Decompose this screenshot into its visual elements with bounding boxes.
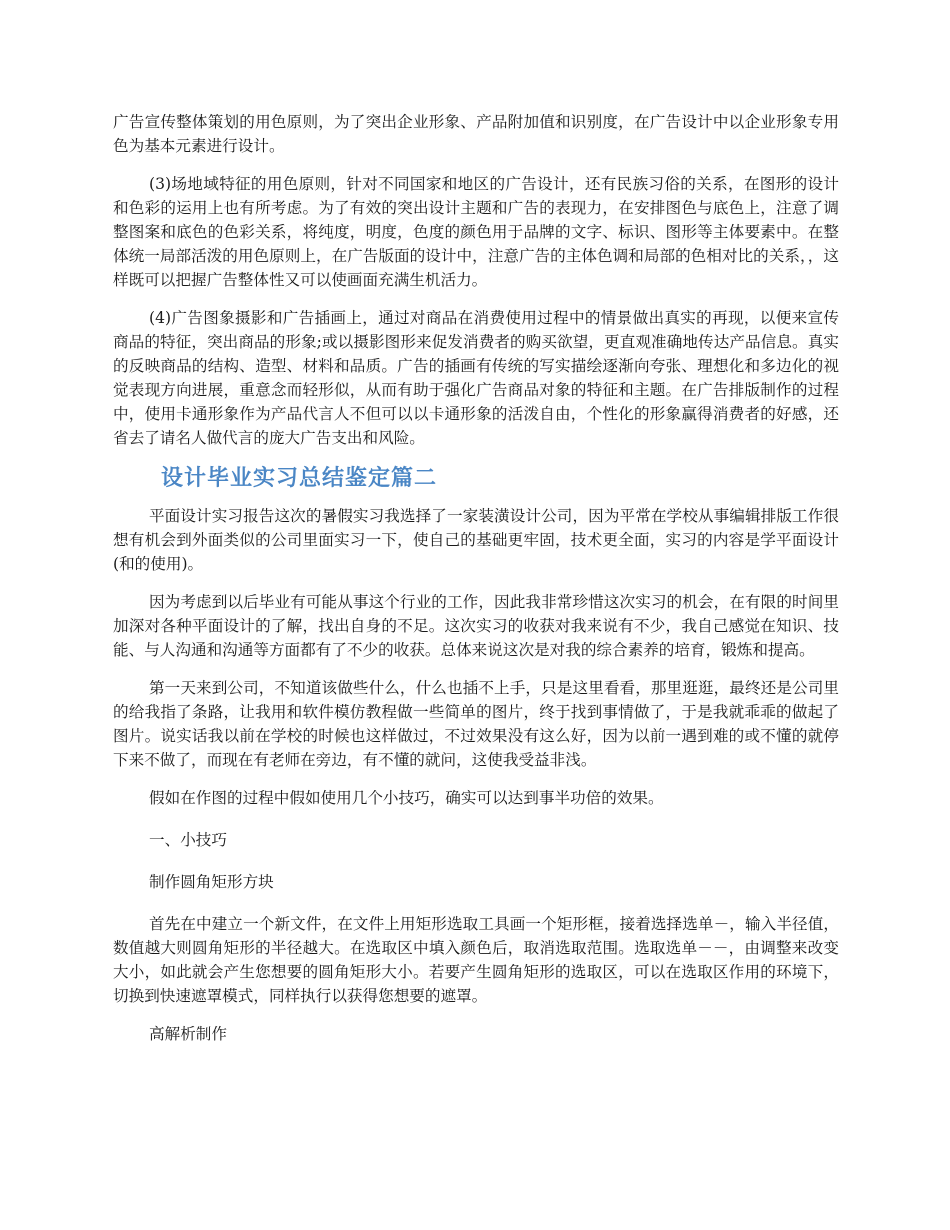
paragraph-color-principle-continued: 广告宣传整体策划的用色原则，为了突出企业形象、产品附加值和识别度，在广告设计中以企业形象专用色为基本元素进行设计。 bbox=[113, 113, 839, 155]
paragraph-rounded-rect-title: 制作圆角矩形方块 bbox=[149, 873, 274, 891]
paragraph-high-resolution-title: 高解析制作 bbox=[149, 1025, 227, 1043]
section-heading: 设计毕业实习总结鉴定篇二 bbox=[161, 466, 438, 491]
paragraph-photography-illustration: (4)广告图象摄影和广告插画上，通过对商品在消费使用过程中的情景做出真实的再现，以便来宣传商品的特征，突出商品的形象;或以摄影图形来促发消费者的购买欲望，更直观准确地传达产品信息。真实的反映商品的结构、造型、材料和品质。广告的插画有传统的写实描绘逐渐向夸张、理想化和多边化的视觉表现方向进展，重意念而轻形似，从而有助于强化广告商品对象的特征和主题。在广告排版制作的过程中，使用卡通形象作为产品代言人不但可以以卡通形象的活泼自由，个性化的形象赢得消费者的好感，还省去了请名人做代言的庞大广告支出和风险。 bbox=[113, 309, 839, 447]
paragraph-internship-value: 因为考虑到以后毕业有可能从事这个行业的工作，因此我非常珍惜这次实习的机会，在有限的时间里加深对各种平面设计的了解，找出自身的不足。这次实习的收获对我来说有不少，我自己感觉在知识、技能、与人沟通和沟通等方面都有了不少的收获。总体来说这次是对我的综合素养的培育，锻炼和提高。 bbox=[113, 593, 839, 659]
paragraph-tips-heading: 一、小技巧 bbox=[149, 831, 227, 849]
document-page bbox=[113, 110, 839, 1064]
paragraph-regional-color-principle: (3)场地域特征的用色原则，针对不同国家和地区的广告设计，还有民族习俗的关系，在图形的设计和色彩的运用上也有所考虑。为了有效的突出设计主题和广告的表现力，在安排图色与底色上，注意了调整图案和底色的色彩关系，将纯度，明度，色度的颜色用于品牌的文字、标识、图形等主体要素中。在整体统一局部活泼的用色原则上，在广告版面的设计中，注意广告的主体色调和局部的色相对比的关系，，这样既可以把握广告整体性又可以使画面充满生机活力。 bbox=[113, 175, 839, 289]
paragraph-internship-intro: 平面设计实习报告这次的暑假实习我选择了一家装潢设计公司，因为平常在学校从事编辑排版工作很想有机会到外面类似的公司里面实习一下，使自己的基础更牢固，技术更全面，实习的内容是学平面设计(和的使用)。 bbox=[113, 507, 839, 573]
paragraph-tips-intro: 假如在作图的过程中假如使用几个小技巧，确实可以达到事半功倍的效果。 bbox=[149, 789, 664, 807]
paragraph-rounded-rect-steps: 首先在中建立一个新文件，在文件上用矩形选取工具画一个矩形框，接着选择选单－，输入半径值，数值越大则圆角矩形的半径越大。在选取区中填入颜色后，取消选取范围。选取选单－－，由调整来改变大小，如此就会产生您想要的圆角矩形大小。若要产生圆角矩形的选取区，可以在选取区作用的环境下，切换到快速遮罩模式，同样执行以获得您想要的遮罩。 bbox=[113, 915, 839, 1005]
paragraph-first-day: 第一天来到公司，不知道该做些什么，什么也插不上手，只是这里看看，那里逛逛，最终还是公司里的给我指了条路，让我用和软件模仿教程做一些简单的图片，终于找到事情做了，于是我就乖乖的做起了图片。说实话我以前在学校的时候也这样做过，不过效果没有这么好，因为以前一遇到难的或不懂的就停下来不做了，而现在有老师在旁边，有不懂的就问，这使我受益非浅。 bbox=[113, 679, 839, 769]
